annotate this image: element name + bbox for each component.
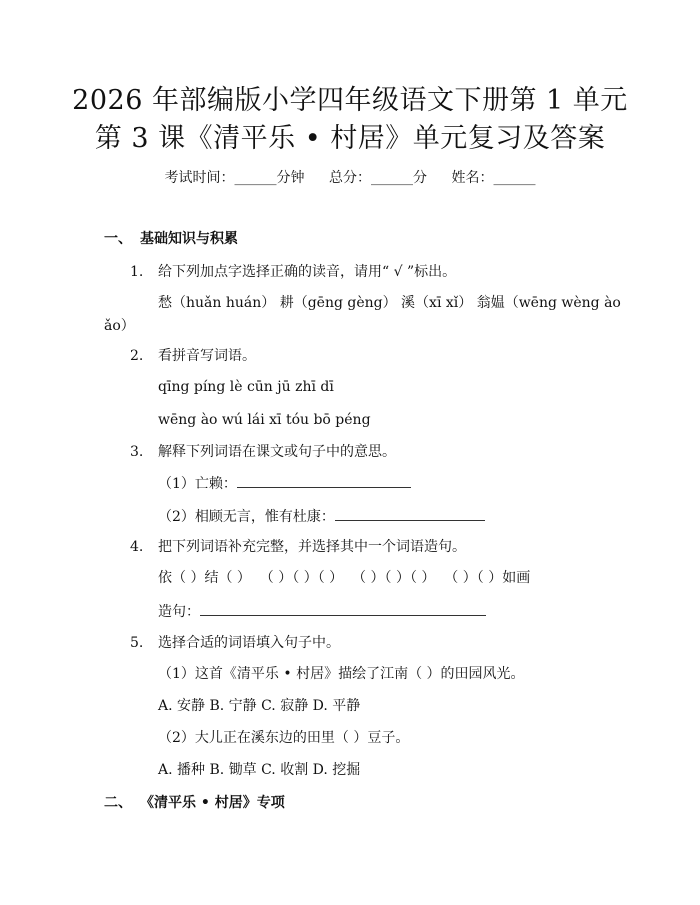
- answer-blank[interactable]: [335, 506, 485, 521]
- q1-pinyin-line1: 愁（huǎn huán） 耕（gēng gèng） 溪（xī xǐ） 翁媪（wēng wèng ào: [158, 295, 621, 311]
- question-5: [130, 633, 340, 653]
- q1-pinyin-line2: ǎo）: [104, 318, 135, 334]
- answer-blank[interactable]: [200, 601, 486, 616]
- question-text: 给下列加点字选择正确的读音，请用“ √ ”标出。: [158, 264, 457, 280]
- q5-options2: A. 播种 B. 锄草 C. 收割 D. 挖掘: [158, 762, 361, 778]
- q4-idiom-blanks: 依（ ）结（ ） （ ）（ ）（ ） （ ）（ ）（ ） （ ）（ ）如画: [158, 570, 531, 586]
- section-number: 二、: [104, 795, 132, 811]
- question-text: 把下列词语补充完整，并选择其中一个词语造句。: [158, 539, 466, 555]
- question-number: 1.: [130, 264, 144, 280]
- question-2: [130, 346, 256, 366]
- q5-options1: A. 安静 B. 宁静 C. 寂静 D. 平静: [158, 698, 361, 714]
- q4-sentence: [158, 601, 486, 622]
- exam-meta: [0, 168, 700, 188]
- q5-item1: （1）这首《清平乐 • 村居》描绘了江南（ ）的田园风光。: [158, 666, 525, 682]
- question-number: 4.: [130, 539, 144, 555]
- q2-pinyin-line2: wēng ào wú lái xī tóu bō péng: [158, 412, 371, 428]
- section-number: 一、: [104, 231, 132, 247]
- question-text: 解释下列词语在课文或句子中的意思。: [158, 444, 396, 460]
- answer-blank[interactable]: [237, 473, 411, 488]
- q2-pinyin-line1: qīng píng lè cūn jū zhī dī: [158, 379, 334, 395]
- question-number: 5.: [130, 635, 144, 651]
- question-1: [130, 262, 456, 282]
- question-number: 3.: [130, 444, 144, 460]
- q3-item1-label: （1）亡赖：: [158, 476, 237, 492]
- q3-item2: [158, 506, 485, 527]
- question-number: 2.: [130, 348, 144, 364]
- question-4: [130, 537, 466, 557]
- section-heading-2: [104, 793, 285, 813]
- q3-item1: [158, 473, 411, 494]
- q3-item2-label: （2）相顾无言，惟有杜康：: [158, 509, 335, 525]
- exam-name: 姓名：______: [451, 170, 536, 186]
- question-text: 选择合适的词语填入句子中。: [158, 635, 340, 651]
- exam-score: 总分：______分: [329, 170, 427, 186]
- section-label: 《清平乐 • 村居》专项: [140, 795, 285, 811]
- question-3: [130, 442, 396, 462]
- section-label: 基础知识与积累: [140, 231, 238, 247]
- document-title-line2: 第 3 课《清平乐 • 村居》单元复习及答案: [94, 123, 606, 154]
- document-title-line1: 2026 年部编版小学四年级语文下册第 1 单元: [72, 85, 628, 116]
- q4-sentence-label: 造句：: [158, 604, 200, 620]
- section-heading-1: [104, 229, 238, 249]
- question-text: 看拼音写词语。: [158, 348, 256, 364]
- exam-time: 考试时间：______分钟: [164, 170, 305, 186]
- q5-item2: （2）大儿正在溪东边的田里（ ）豆子。: [158, 730, 410, 746]
